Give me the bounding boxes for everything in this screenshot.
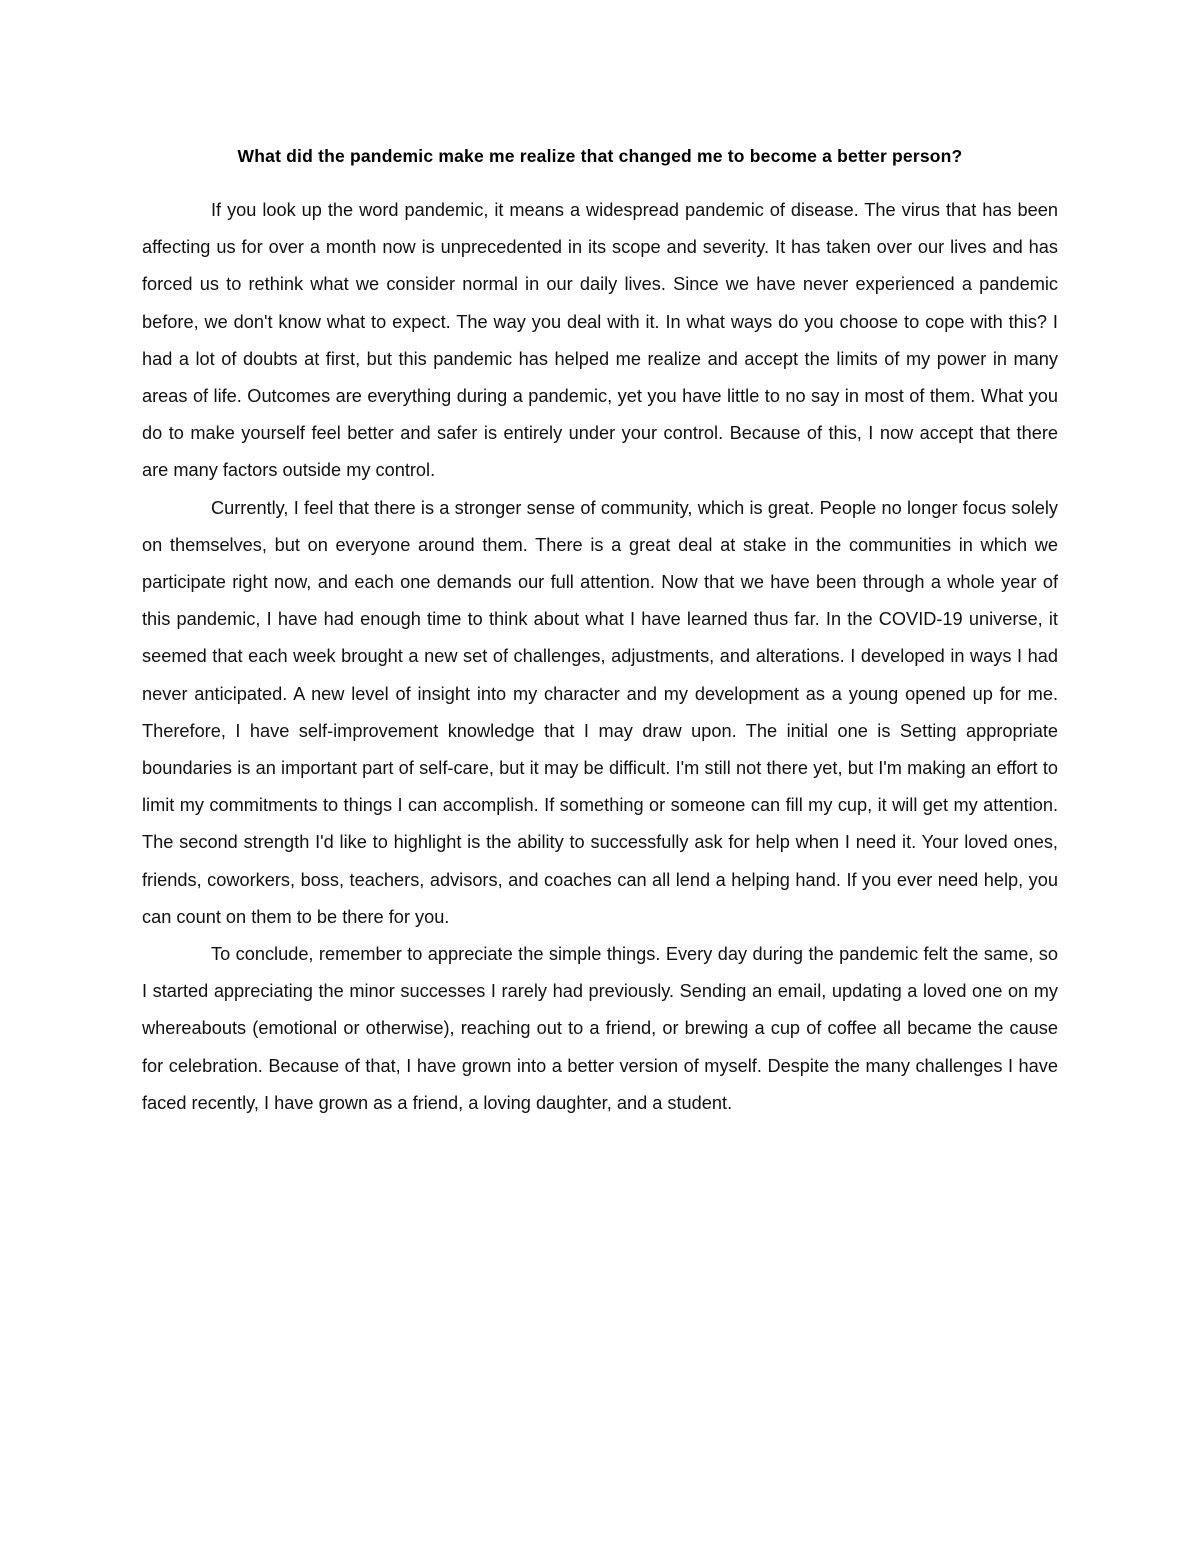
paragraph-1: If you look up the word pandemic, it means a widespread pandemic of disease. The virus that has been affecting us for over a month now is unprecedented in its scope and severity. It has taken over our lives and has forced us to rethink what we consider normal in our daily lives. Since we have never experienced a pandemic before, we don't know what to expect. The way you deal with it. In what ways do you choose to cope with this? I had a lot of doubts at first, but this pandemic has helped me realize and accept the limits of my power in many areas of life. Outcomes are everything during a pandemic, yet you have little to no say in most of them. What you do to make yourself feel better and safer is entirely under your control. Because of this, I now accept that there are many factors outside my control. [142, 200, 1058, 481]
paragraph-2: Currently, I feel that there is a stronger sense of community, which is great. People no longer focus solely on themselves, but on everyone around them. There is a great deal at stake in the communities in which we participate right now, and each one demands our full attention. Now that we have been through a whole year of this pandemic, I have had enough time to think about what I have learned thus far. In the COVID-19 universe, it seemed that each week brought a new set of challenges, adjustments, and alterations. I developed in ways I had never anticipated. A new level of insight into my character and my development as a young opened up for me. Therefore, I have self-improvement knowledge that I may draw upon. The initial one is Setting appropriate boundaries is an important part of self-care, but it may be difficult. I'm still not there yet, but I'm making an effort to limit my commitments to things I can accomplish. If something or someone can fill my cup, it will get my attention. The second strength I'd like to highlight is the ability to successfully ask for help when I need it. Your loved ones, friends, coworkers, boss, teachers, advisors, and coaches can all lend a helping hand. If you ever need help, you can count on them to be there for you. [142, 497, 1058, 927]
document-title: What did the pandemic make me realize that changed me to become a better person? [237, 146, 963, 166]
document-body [142, 192, 1058, 1122]
paragraph-3: To conclude, remember to appreciate the simple things. Every day during the pandemic felt the same, so I started appreciating the minor successes I rarely had previously. Sending an email, updating a loved one on my whereabouts (emotional or otherwise), reaching out to a friend, or brewing a cup of coffee all became the cause for celebration. Because of that, I have grown into a better version of myself. Despite the many challenges I have faced recently, I have grown as a friend, a loving daughter, and a student. [142, 944, 1058, 1113]
